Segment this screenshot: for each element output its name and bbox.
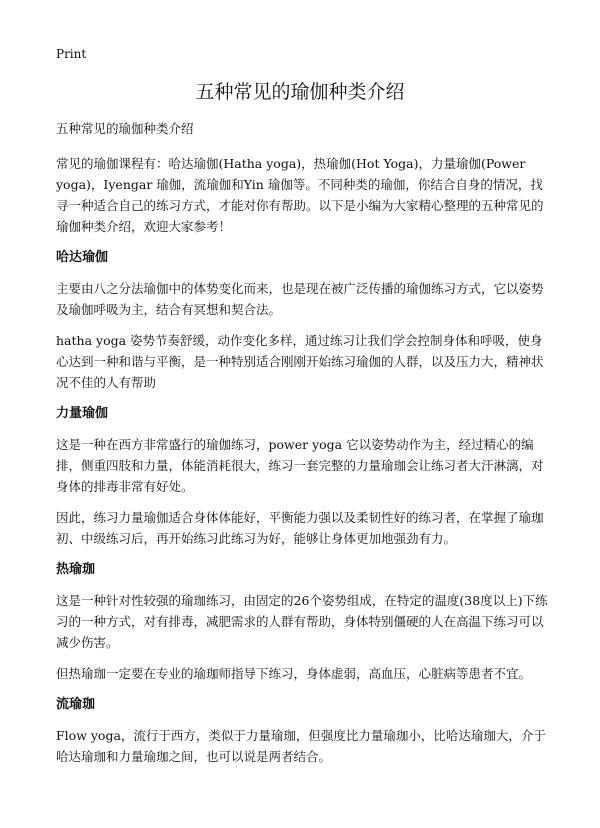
section-heading-hot: 热瑜珈 <box>56 562 96 577</box>
print-label: Print <box>56 47 87 61</box>
section-heading-hatha: 哈达瑜伽 <box>56 250 109 265</box>
section-paragraph: 但热瑜珈一定要在专业的瑜珈师指导下练习，身体虚弱，高血压，心脏病等患者不宜。 <box>56 666 532 681</box>
document-body <box>56 118 548 777</box>
page-title: 五种常见的瑜伽种类介绍 <box>195 81 405 103</box>
section-paragraph: hatha yoga 姿势节奏舒缓，动作变化多样，通过练习让我们学会控制身体和呼吸，使身心达到一种和谐与平衡，是一种特别适合刚刚开始练习瑜伽的人群，以及压力大，精神状况不佳的人有帮助 <box>56 333 544 390</box>
section-paragraph: 主要由八之分法瑜伽中的体势变化而来，也是现在被广泛传播的瑜伽练习方式，它以姿势及瑜伽呼吸为主，结合有冥想和契合法。 <box>56 281 544 317</box>
section-paragraph: 这是一种针对性较强的瑜珈练习，由固定的26个姿势组成，在特定的温度(38度以上)下练习的一种方式，对有排毒，减肥需求的人群有帮助，身体特别僵硬的人在高温下练习可以减少伤害。 <box>56 593 548 650</box>
section-paragraph: Flow yoga，流行于西方，类似于力量瑜珈，但强度比力量瑜珈小，比哈达瑜珈大，介于哈达瑜珈和力量瑜珈之间，也可以说是两者结合。 <box>56 728 546 764</box>
section-heading-power: 力量瑜伽 <box>56 406 109 421</box>
section-paragraph: 这是一种在西方非常盛行的瑜伽练习，power yoga 它以姿势动作为主，经过精心的编排，侧重四肢和力量，体能消耗很大，练习一套完整的力量瑜珈会让练习者大汗淋漓，对身体的排毒非常有好处。 <box>56 437 544 494</box>
section-paragraph: 因此，练习力量瑜伽适合身体体能好，平衡能力强以及柔韧性好的练习者，在掌握了瑜珈初、中级练习后，再开始练习此练习为好，能够让身体更加地强劲有力。 <box>56 510 544 546</box>
document-subtitle: 五种常见的瑜伽种类介绍 <box>56 121 194 136</box>
section-heading-flow: 流瑜珈 <box>56 697 96 712</box>
intro-paragraph: 常见的瑜伽课程有：哈达瑜伽(Hatha yoga)，热瑜伽(Hot Yoga)，力量瑜伽(Power yoga)，Iyengar 瑜伽，流瑜伽和Yin 瑜伽等。不同种类的瑜伽，你结合自身的情况，找寻一种适合自己的练习方式，才能对你有帮助。以下是小编为大家精心整理的五种常见的瑜伽种类介绍，欢迎大家参考！ <box>56 156 544 234</box>
